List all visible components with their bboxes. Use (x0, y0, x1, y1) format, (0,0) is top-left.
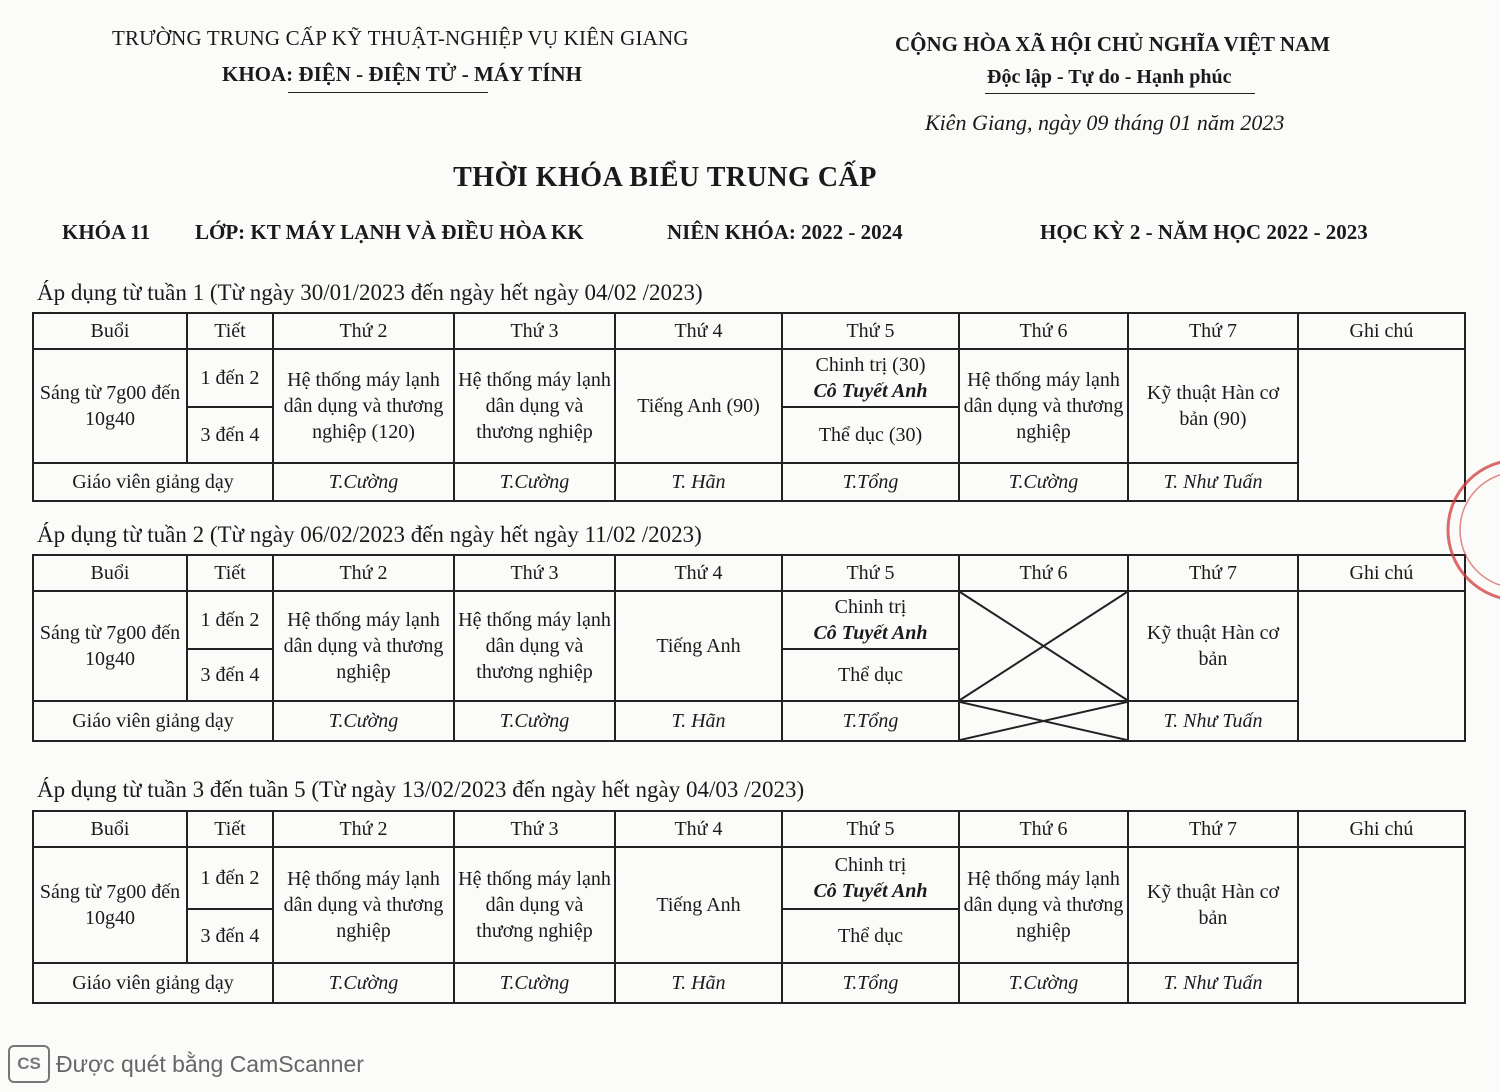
period-1-2: 1 đến 2 (187, 847, 273, 909)
period-3-4: 3 đến 4 (187, 407, 273, 463)
cell-thu3: Hệ thống máy lạnh dân dụng và thương nghiệp (454, 847, 615, 963)
motto-underline (985, 93, 1255, 94)
thu5-teacher-note: Cô Tuyết Anh (813, 380, 928, 402)
header-buoi: Buổi (33, 313, 187, 349)
teacher-thu4: T. Hãn (615, 701, 782, 741)
section-3-title: Áp dụng từ tuần 3 đến tuần 5 (Từ ngày 13/02/2023 đến ngày hết ngày 04/03 /2023) (37, 777, 805, 802)
camscanner-text: Được quét bằng CamScanner (56, 1050, 364, 1077)
header-thu2: Thứ 2 (273, 313, 454, 349)
teacher-label: Giáo viên giảng dạy (33, 463, 273, 501)
teacher-thu3: T.Cường (454, 963, 615, 1003)
teacher-thu6: T.Cường (959, 963, 1128, 1003)
header-thu4: Thứ 4 (615, 313, 782, 349)
teacher-thu3: T.Cường (454, 701, 615, 741)
cell-thu4: Tiếng Anh (615, 591, 782, 701)
header-tiet: Tiết (187, 313, 273, 349)
header-thu5: Thứ 5 (782, 555, 959, 591)
camscanner-logo-icon: CS (8, 1045, 50, 1083)
meta-course: KHÓA 11 (62, 220, 151, 244)
cell-ghichu (1298, 847, 1465, 1003)
header-thu3: Thứ 3 (454, 811, 615, 847)
cell-thu7: Kỹ thuật Hàn cơ bản (90) (1128, 349, 1298, 463)
cell-thu2: Hệ thống máy lạnh dân dụng và thương nghiệp (273, 591, 454, 701)
cell-thu7: Kỹ thuật Hàn cơ bản (1128, 847, 1298, 963)
cell-thu4: Tiếng Anh (90) (615, 349, 782, 463)
cell-thu5-top (782, 847, 959, 909)
timetable-week-2 (32, 554, 1466, 742)
header-thu7: Thứ 7 (1128, 811, 1298, 847)
session-cell: Sáng từ 7g00 đến 10g40 (33, 591, 187, 701)
header-thu6: Thứ 6 (959, 555, 1128, 591)
teacher-thu6: T.Cường (959, 463, 1128, 501)
document-title: THỜI KHÓA BIỂU TRUNG CẤP (453, 162, 877, 193)
thu5-teacher-note: Cô Tuyết Anh (813, 622, 928, 644)
cell-thu6: Hệ thống máy lạnh dân dụng và thương nghiệp (959, 349, 1128, 463)
header-ghichu: Ghi chú (1298, 555, 1465, 591)
motto: Độc lập - Tự do - Hạnh phúc (987, 66, 1232, 88)
meta-school-years: NIÊN KHÓA: 2022 - 2024 (667, 220, 903, 244)
period-1-2: 1 đến 2 (187, 349, 273, 407)
session-cell: Sáng từ 7g00 đến 10g40 (33, 847, 187, 963)
place-date: Kiên Giang, ngày 09 tháng 01 năm 2023 (925, 110, 1285, 135)
cell-thu2: Hệ thống máy lạnh dân dụng và thương nghiệp (273, 847, 454, 963)
camscanner-watermark (8, 1045, 364, 1083)
header-thu5: Thứ 5 (782, 313, 959, 349)
school-name: TRƯỜNG TRUNG CẤP KỸ THUẬT-NGHIỆP VỤ KIÊN GIANG (112, 26, 689, 50)
teacher-thu4: T. Hãn (615, 463, 782, 501)
teacher-thu7: T. Như Tuấn (1128, 963, 1298, 1003)
header-thu6: Thứ 6 (959, 811, 1128, 847)
header-thu6: Thứ 6 (959, 313, 1128, 349)
cell-thu6-crossed (959, 591, 1128, 701)
cell-thu6: Hệ thống máy lạnh dân dụng và thương nghiệp (959, 847, 1128, 963)
header-thu5: Thứ 5 (782, 811, 959, 847)
teacher-thu2: T.Cường (273, 963, 454, 1003)
teacher-label: Giáo viên giảng dạy (33, 963, 273, 1003)
header-thu4: Thứ 4 (615, 811, 782, 847)
cell-ghichu (1298, 591, 1465, 741)
cell-thu2: Hệ thống máy lạnh dân dụng và thương nghiệp (120) (273, 349, 454, 463)
faculty-underline (288, 92, 488, 93)
header-ghichu: Ghi chú (1298, 313, 1465, 349)
cell-thu5-bottom: Thể dục (782, 909, 959, 963)
thu5-subject: Chinh trị (834, 596, 907, 618)
faculty-name: KHOA: ĐIỆN - ĐIỆN TỬ - MÁY TÍNH (222, 62, 582, 86)
teacher-thu5: T.Tổng (782, 701, 959, 741)
teacher-thu5: T.Tổng (782, 963, 959, 1003)
header-tiet: Tiết (187, 811, 273, 847)
period-3-4: 3 đến 4 (187, 649, 273, 701)
teacher-label: Giáo viên giảng dạy (33, 701, 273, 741)
teacher-thu6-crossed (959, 701, 1128, 741)
cell-thu5-bottom: Thể dục (30) (782, 407, 959, 463)
header-thu7: Thứ 7 (1128, 313, 1298, 349)
cell-thu5-bottom: Thể dục (782, 649, 959, 701)
header-buoi: Buổi (33, 555, 187, 591)
thu5-subject: Chinh trị (30) (815, 354, 926, 376)
period-3-4: 3 đến 4 (187, 909, 273, 963)
thu5-teacher-note: Cô Tuyết Anh (813, 880, 928, 902)
cell-thu5-top (782, 591, 959, 649)
teacher-thu7: T. Như Tuấn (1128, 701, 1298, 741)
meta-class: LỚP: KT MÁY LẠNH VÀ ĐIỀU HÒA KK (195, 220, 584, 244)
header-tiet: Tiết (187, 555, 273, 591)
header-buoi: Buổi (33, 811, 187, 847)
cross-mark-icon (960, 592, 1127, 700)
header-ghichu: Ghi chú (1298, 811, 1465, 847)
teacher-thu5: T.Tổng (782, 463, 959, 501)
section-1-title: Áp dụng từ tuần 1 (Từ ngày 30/01/2023 đến ngày hết ngày 04/02 /2023) (37, 280, 703, 305)
thu5-subject: Chinh trị (834, 854, 907, 876)
teacher-thu7: T. Như Tuấn (1128, 463, 1298, 501)
nation-heading: CỘNG HÒA XÃ HỘI CHỦ NGHĨA VIỆT NAM (895, 32, 1331, 56)
header-thu3: Thứ 3 (454, 313, 615, 349)
header-thu7: Thứ 7 (1128, 555, 1298, 591)
period-1-2: 1 đến 2 (187, 591, 273, 649)
timetable-week-1 (32, 312, 1466, 502)
red-stamp-icon (1440, 455, 1500, 605)
teacher-thu2: T.Cường (273, 463, 454, 501)
header-thu2: Thứ 2 (273, 555, 454, 591)
cell-thu3: Hệ thống máy lạnh dân dụng và thương nghiệp (454, 591, 615, 701)
teacher-thu3: T.Cường (454, 463, 615, 501)
session-cell: Sáng từ 7g00 đến 10g40 (33, 349, 187, 463)
teacher-thu4: T. Hãn (615, 963, 782, 1003)
cell-thu3: Hệ thống máy lạnh dân dụng và thương nghiệp (454, 349, 615, 463)
header-thu3: Thứ 3 (454, 555, 615, 591)
section-2-title: Áp dụng từ tuần 2 (Từ ngày 06/02/2023 đến ngày hết ngày 11/02 /2023) (37, 522, 702, 547)
teacher-thu2: T.Cường (273, 701, 454, 741)
cross-mark-icon (960, 702, 1127, 740)
cell-thu5-top (782, 349, 959, 407)
header-thu4: Thứ 4 (615, 555, 782, 591)
timetable-week-3-5 (32, 810, 1466, 1004)
meta-semester: HỌC KỲ 2 - NĂM HỌC 2022 - 2023 (1040, 220, 1368, 244)
cell-thu4: Tiếng Anh (615, 847, 782, 963)
header-thu2: Thứ 2 (273, 811, 454, 847)
cell-thu7: Kỹ thuật Hàn cơ bản (1128, 591, 1298, 701)
